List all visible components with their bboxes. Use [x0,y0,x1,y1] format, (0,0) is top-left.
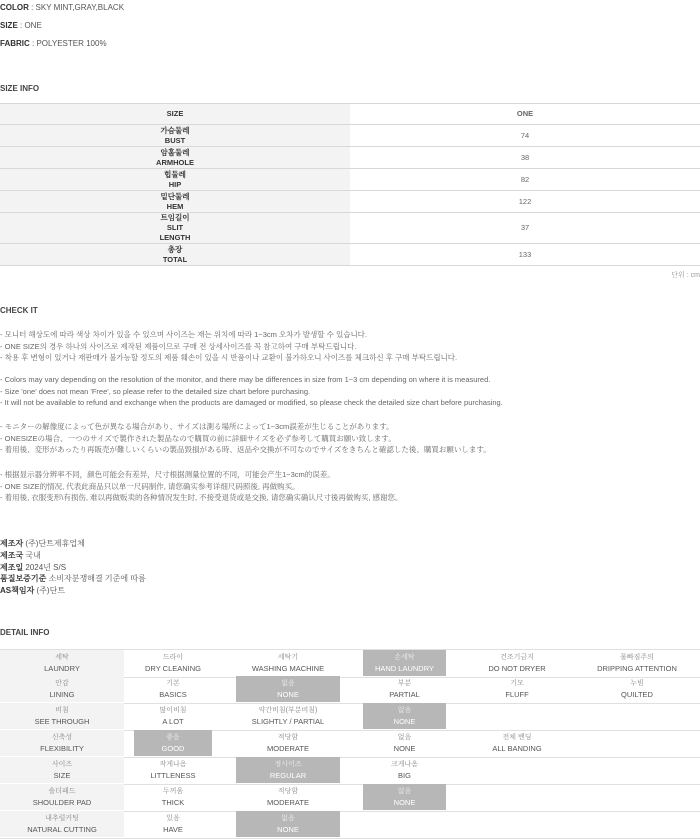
detail-option-en: NONE [277,690,299,699]
detail-option-en: FLUFF [505,690,529,699]
size-row-label [0,169,350,191]
check-it-heading: CHECK IT [0,306,38,315]
detail-row-label-ko: 안감 [55,680,69,687]
detail-option-en: NONE [393,744,416,753]
detail-row-label-en: SHOULDER PAD [32,798,92,807]
detail-option-en: WASHING MACHINE [251,664,325,673]
detail-row-label-ko: 내추럴커팅 [45,815,79,822]
size-label: SIZE [0,21,18,30]
detail-info-heading: DETAIL INFO [0,628,50,637]
detail-row-label-en: SIZE [53,771,71,780]
detail-option-en: REGULAR [269,771,307,780]
detail-option-en: DO NOT DRYER [488,664,546,673]
detail-row-label [0,757,124,783]
size-info-heading: SIZE INFO [0,84,40,93]
detail-option-en: DRIPPING ATTENTION [597,664,677,673]
detail-option-ko: 없음 [397,734,412,741]
detail-option-ko: 많이비침 [159,707,187,714]
detail-option [475,676,559,702]
info-value: 2024년 S/S [23,562,67,572]
size-row-label [0,191,350,213]
size-row-label [0,125,350,147]
detail-row-label [0,703,124,729]
detail-option-ko: 세탁기 [277,654,299,661]
info-label: 제조국 [0,550,24,560]
detail-row [0,676,700,704]
size-header-label: SIZE [0,104,350,125]
detail-option-ko: 작게나옴 [159,761,187,768]
detail-option [134,757,212,783]
detail-option [587,676,687,702]
info-value: 소비자분쟁해결 기준에 따름 [46,574,146,584]
detail-option [134,676,212,702]
check-it-line-en: - It will not be available to refund and exchange when the products are damaged or modified, so please check the detailed size chart before purchasing. [0,398,503,407]
detail-row-label [0,676,124,702]
size-row-value: 82 [520,174,530,184]
size-row-label-ko: 총장 [167,244,183,254]
info-label: 제조일 [0,562,24,572]
size-row-label [0,244,350,266]
check-it-line-ja: - 着用後、変形があったり再販売が難しいくらいの製品毀損がある時、返品や交換が不可なのでサイズをきちんと確認した後、購買お願いします。 [0,445,491,454]
detail-option-ko: 손세탁 [394,654,415,661]
detail-option-en: DRY CLEANING [145,664,201,673]
size-table-header [0,104,700,125]
size-row-label-ko: 가슴둘레 [160,125,190,135]
size-row-label-en2: LENGTH [159,233,191,242]
detail-option-en: ALL BANDING [492,744,542,753]
detail-row-label [0,730,124,756]
detail-row-label [0,811,124,837]
detail-option-selected [236,757,340,783]
detail-option-ko: 드라이 [162,654,184,661]
size-row-value: 38 [520,152,530,162]
info-line [0,562,66,573]
detail-row [0,757,700,785]
size-row-label-en: HEM [166,201,184,211]
size-row-label-ko: 암홀둘레 [160,147,190,157]
detail-option-ko: 있음 [166,815,180,822]
size-row-label [0,213,350,244]
check-it-line-ko: - 모니터 해상도에 따라 색상 차이가 있을 수 있으며 사이즈는 재는 위치에 따라 1~3cm 오차가 발생할 수 있습니다. [0,330,368,339]
size-table [0,103,700,266]
check-it-line-ko: - 착용 후 변형이 있거나 재판매가 불가능할 정도의 제품 훼손이 있을 시 반품이나 교환이 불가하오니 사이즈를 체크하신 후 구매 부탁드립니다. [0,353,458,362]
detail-row-label-ko: 비침 [55,707,69,714]
detail-option-en: NONE [393,798,416,807]
size-row-label [0,147,350,169]
detail-option-en: QUILTED [621,690,653,699]
detail-option-ko: 크게나옴 [390,761,419,768]
detail-option-ko: 물빠짐주의 [620,654,654,661]
detail-option [134,703,212,729]
detail-option [363,676,446,702]
size-row-value: 122 [518,196,532,206]
info-label: AS책임자 [0,586,35,596]
detail-option [363,730,446,756]
size-row-label-ko: 힙둘레 [164,169,186,179]
size-row-label-en: SLIT [166,223,184,232]
detail-option [236,730,340,756]
info-line [0,538,85,549]
detail-option-en: A LOT [162,717,184,726]
detail-option-en: THICK [161,798,185,807]
info-line [0,573,146,584]
info-label: 제조자 [0,539,24,548]
color-value: : SKY MINT,GRAY,BLACK [28,3,125,12]
size-row-label-en: ARMHOLE [156,157,194,167]
detail-option-en: BASICS [159,690,187,699]
detail-option [475,650,559,676]
size-row [0,125,700,147]
info-value: 국내 [23,550,41,560]
detail-option-ko: 기본 [166,680,180,687]
detail-row [0,703,700,731]
size-row-value: 37 [520,223,530,232]
color-spec [0,3,124,12]
detail-option-en: GOOD [161,744,185,753]
detail-option-en: MODERATE [267,798,309,807]
detail-option-ko: 건조기금지 [500,654,534,661]
detail-option-ko: 적당함 [277,734,299,741]
detail-option [236,784,340,810]
size-row-label-en: HIP [168,179,182,189]
size-row-label-en: BUST [164,135,186,145]
size-row-label-en: TOTAL [162,254,188,264]
size-value: : ONE [17,21,42,30]
detail-row [0,730,700,758]
detail-row-label-ko: 세탁 [55,654,69,661]
info-line [0,550,41,561]
detail-option [134,784,212,810]
detail-row-label-en: NATURAL CUTTING [27,825,97,834]
detail-option-en: MODERATE [267,744,309,753]
detail-option-selected [363,650,446,676]
detail-option-ko: 정사이즈 [274,761,302,768]
detail-option-ko: 약간비침(부분비침) [258,707,318,714]
unit-label: 단위 : cm [671,272,700,279]
detail-option-en: BIG [398,771,411,780]
size-row-value: 74 [520,130,530,140]
check-it-line-zh: - 根据显示器分辨率不同，颜色可能会有差异，尺寸根据测量位置的不同，可能会产生1~3cm的误差。 [0,470,335,479]
detail-option-ko: 부분 [397,680,412,687]
detail-option-selected [363,703,446,729]
detail-row-label-en: FLEXIBILITY [40,744,84,753]
detail-row-label [0,650,124,676]
info-value: (주)단트제휴업체 [23,539,85,548]
size-row-label-ko: 밑단둘레 [160,191,190,201]
detail-option-en: PARTIAL [389,690,420,699]
detail-option-en: LITTLENESS [150,771,196,780]
detail-row [0,649,700,678]
check-it-line-en: - Size 'one' does not mean 'Free', so please refer to the detailed size chart before purchasing. [0,386,311,396]
check-it-line-en: - Colors may vary depending on the resolution of the monitor, and there may be differences in size from 1~3 cm depending on where it is measured. [0,375,491,384]
detail-option-ko: 좋음 [166,734,180,741]
size-header-value: ONE [350,104,700,125]
detail-option-ko: 적당함 [277,788,299,795]
detail-option-ko: 두꺼움 [162,788,184,795]
color-label: COLOR [0,3,29,12]
fabric-label: FABRIC [0,39,30,48]
detail-row-label-ko: 신축성 [51,734,73,741]
size-row [0,169,700,191]
size-row-label-ko: 트임길이 [160,213,190,222]
detail-option-en: HAND LAUNDRY [374,664,435,673]
detail-option-ko: 없음 [397,788,412,795]
check-it-line-zh: - ONE SIZE的情况, 代表此商品只以单一尺码制作, 请您确实参考详细尺码照後, 再做购买。 [0,481,300,491]
detail-option-ko: 전체 밴딩 [502,734,532,741]
size-row [0,191,700,213]
detail-option [134,650,212,676]
detail-row [0,784,700,812]
detail-option-en: SLIGHTLY / PARTIAL [251,717,325,726]
check-it-line-ja: - モニターの解像度によって色が異なる場合があり、サイズは測る場所によって1~3cm誤差が生じることがあります。 [0,422,394,431]
detail-option [236,650,340,676]
detail-option-selected [134,730,212,756]
info-line [0,585,65,596]
detail-option-ko: 기모 [510,680,524,687]
info-value: (주)단트 [34,586,66,596]
size-spec [0,21,42,30]
size-row [0,213,700,244]
detail-option [134,811,212,837]
detail-option-selected [363,784,446,810]
check-it-line-ko: - ONE SIZE의 경우 하나의 사이즈로 제작된 제품이므로 구매 전 상세사이즈를 꼭 참고하여 구매 부탁드립니다. [0,341,357,351]
detail-option [363,757,446,783]
detail-option-selected [236,811,340,837]
detail-row-label [0,784,124,810]
size-row-value: 133 [518,249,532,259]
info-label: 품질보증기준 [0,574,47,584]
detail-row-label-en: LINING [49,690,75,699]
detail-option-ko: 없음 [397,707,412,714]
detail-option-ko: 없음 [281,815,295,822]
detail-option [236,703,340,729]
detail-option-selected [236,676,340,702]
fabric-value: : POLYESTER 100% [29,39,107,48]
fabric-spec [0,39,107,48]
detail-option-en: NONE [277,825,299,834]
size-row [0,244,700,266]
size-row [0,147,700,169]
detail-row [0,811,700,839]
detail-row-label-ko: 숄더패드 [48,788,76,795]
detail-row-label-ko: 사이즈 [51,761,73,768]
check-it-line-zh: - 着用後, 衣服变形\有损伤, 难以再做贩卖的各种情况发生时, 不接受退货或是交换, 请您确实确认尺寸後再做购买, 感谢您。 [0,493,403,502]
check-it-line-ja: - ONESIZEの場合、一つのサイズで製作された製品なので購買の前に詳細サイズを必ず参考して購買お願い致します。 [0,433,396,443]
detail-row-label-en: LAUNDRY [44,664,80,673]
detail-row-label-en: SEE THROUGH [34,717,90,726]
detail-option-en: NONE [393,717,416,726]
detail-option-ko: 누빔 [630,680,644,687]
detail-option [587,650,687,676]
detail-option-ko: 없음 [281,680,295,687]
detail-option-en: HAVE [163,825,183,834]
detail-option [475,730,559,756]
